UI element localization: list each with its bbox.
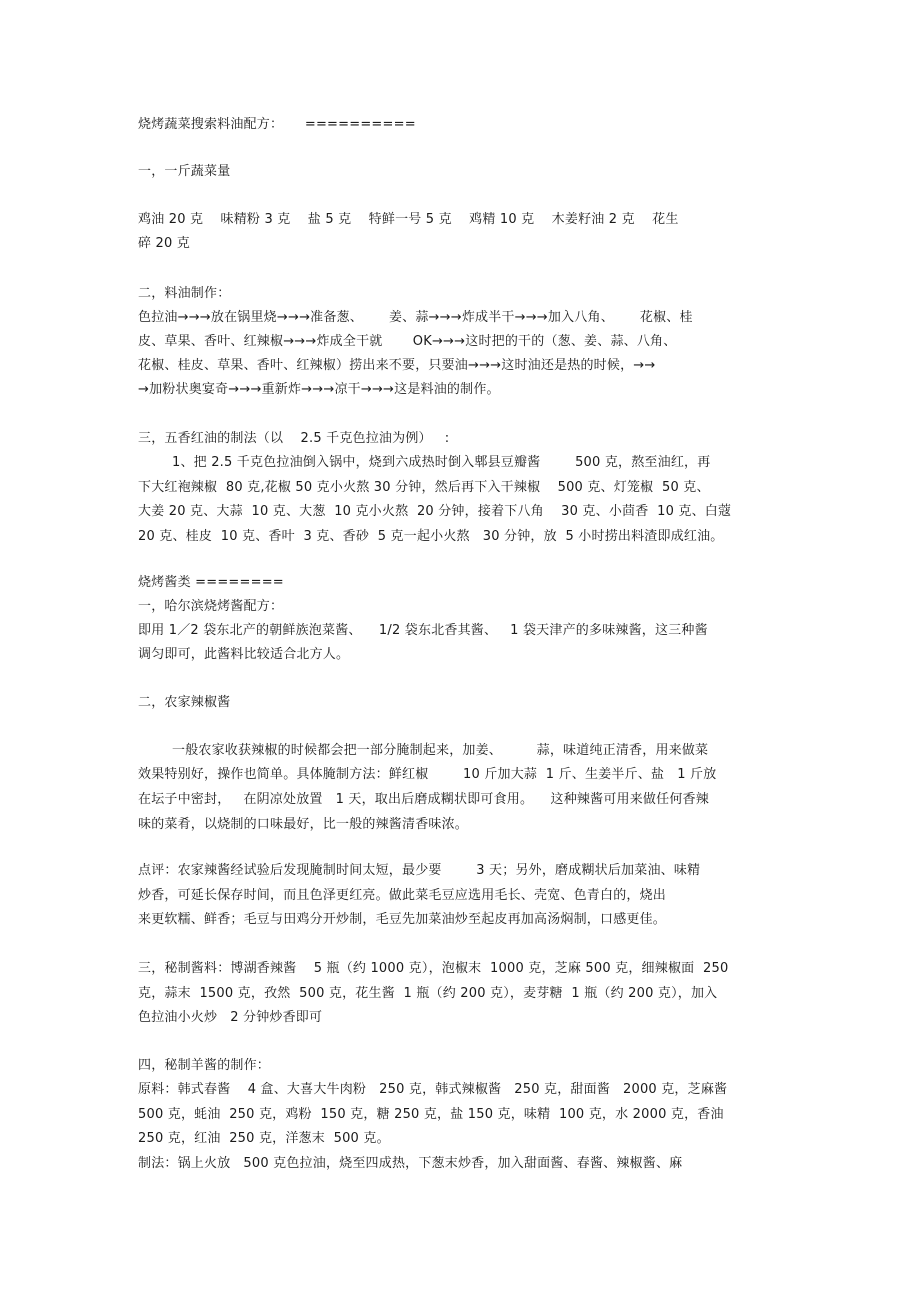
paragraph-line: 下大红袍辣椒 80 克,花椒 50 克小火熬 30 分钟，然后再下入干辣椒 500 克、灯笼椒 50 克、	[138, 480, 710, 495]
paragraph-line: 500 克，蚝油 250 克，鸡粉 150 克，糖 250 克，盐 150 克，味精 100 克，水 2000 克，香油	[138, 1107, 724, 1122]
paragraph-line: 大姜 20 克、大蒜 10 克、大葱 10 克小火熬 20 分钟，接着下八角 30 克、小茴香 10 克、白蔻	[138, 504, 732, 519]
paragraph-line: 味的菜肴，以烧制的口味最好，比一般的辣酱清香味浓。	[138, 817, 469, 832]
paragraph-line: 1、把 2.5 千克色拉油倒入锅中，烧到六成热时倒入郫县豆瓣酱 500 克，熬至油红，再	[172, 455, 711, 470]
veg-oil-heading: 烧烤蔬菜搜索料油配方： ==========	[138, 117, 416, 132]
paragraph-line: 来更软糯、鲜香；毛豆与田鸡分开炒制，毛豆先加菜油炒至起皮再加高汤焖制，口感更佳。	[138, 912, 667, 927]
paragraph-line: 即用 1／2 袋东北产的朝鲜族泡菜酱、 1/2 袋东北香其酱、 1 袋天津产的多味辣酱，这三种酱	[138, 623, 708, 638]
paragraph-line: 在坛子中密封， 在阴凉处放置 1 天，取出后磨成糊状即可食用。 这种辣酱可用来做任何香辣	[138, 792, 709, 807]
paragraph-line: 色拉油小火炒 2 分钟炒香即可	[138, 1010, 323, 1025]
paragraph-line: 效果特别好，操作也简单。具体腌制方法：鲜红椒 10 斤加大蒜 1 斤、生姜半斤、盐 1 斤放	[138, 767, 717, 782]
paragraph-line: 一般农家收获辣椒的时候都会把一部分腌制起来，加姜、 蒜，味道纯正清香，用来做菜	[172, 743, 709, 758]
paragraph-line: 制法：锅上火放 500 克色拉油，烧至四成热，下葱末炒香，加入甜面酱、春酱、辣椒酱、麻	[138, 1156, 683, 1171]
section-heading: 三，秘制酱料：博湖香辣酱 5 瓶（约 1000 克），泡椒末 1000 克，芝麻 500 克，细辣椒面 250	[138, 961, 729, 976]
paragraph-line: 花椒、桂皮、草果、香叶、红辣椒）捞出来不要，只要油→→→这时油还是热的时候，→→	[138, 358, 656, 373]
section-heading: 一，哈尔滨烧烤酱配方：	[138, 599, 284, 614]
section-heading: 三，五香红油的制法（以 2.5 千克色拉油为例） :	[138, 431, 450, 446]
paragraph-line: 色拉油→→→放在锅里烧→→→准备葱、 姜、蒜→→→炸成半干→→→加入八角、 花椒、桂	[138, 310, 693, 325]
paragraph-line: 250 克，红油 250 克，洋葱末 500 克。	[138, 1131, 390, 1146]
paragraph-line: 皮、草果、香叶、红辣椒→→→炸成全干就 OK→→→这时把的干的（葱、姜、蒜、八角、	[138, 334, 677, 349]
section-heading: 一，一斤蔬菜量	[138, 164, 231, 179]
paragraph-line: →加粉状奥宴奇→→→重新炸→→→凉干→→→这是料油的制作。	[138, 382, 500, 397]
paragraph-line: 调匀即可，此酱料比较适合北方人。	[138, 647, 350, 662]
sauce-heading: 烧烤酱类 ========	[138, 575, 284, 590]
section-heading: 二，农家辣椒酱	[138, 695, 231, 710]
paragraph-line: 碎 20 克	[138, 236, 191, 251]
paragraph-line: 克，蒜末 1500 克，孜然 500 克，花生酱 1 瓶（约 200 克），麦芽糖 1 瓶（约 200 克），加入	[138, 986, 718, 1001]
section-heading: 二，料油制作：	[138, 286, 231, 301]
paragraph-line: 20 克、桂皮 10 克、香叶 3 克、香砂 5 克一起小火熬 30 分钟，放 5 小时捞出料渣即成红油。	[138, 529, 724, 544]
paragraph-line: 炒香，可延长保存时间，而且色泽更红亮。做此菜毛豆应选用毛长、壳宽、色青白的，烧出	[138, 888, 667, 903]
paragraph-line: 原料：韩式春酱 4 盒、大喜大牛肉粉 250 克，韩式辣椒酱 250 克，甜面酱 2000 克，芝麻酱	[138, 1082, 728, 1097]
paragraph-line: 鸡油 20 克 味精粉 3 克 盐 5 克 特鲜一号 5 克 鸡精 10 克 木姜籽油 2 克 花生	[138, 212, 679, 227]
section-heading: 四，秘制羊酱的制作：	[138, 1058, 271, 1073]
comment-line: 点评：农家辣酱经试验后发现腌制时间太短，最少要 3 天；另外，磨成糊状后加菜油、味精	[138, 863, 701, 878]
